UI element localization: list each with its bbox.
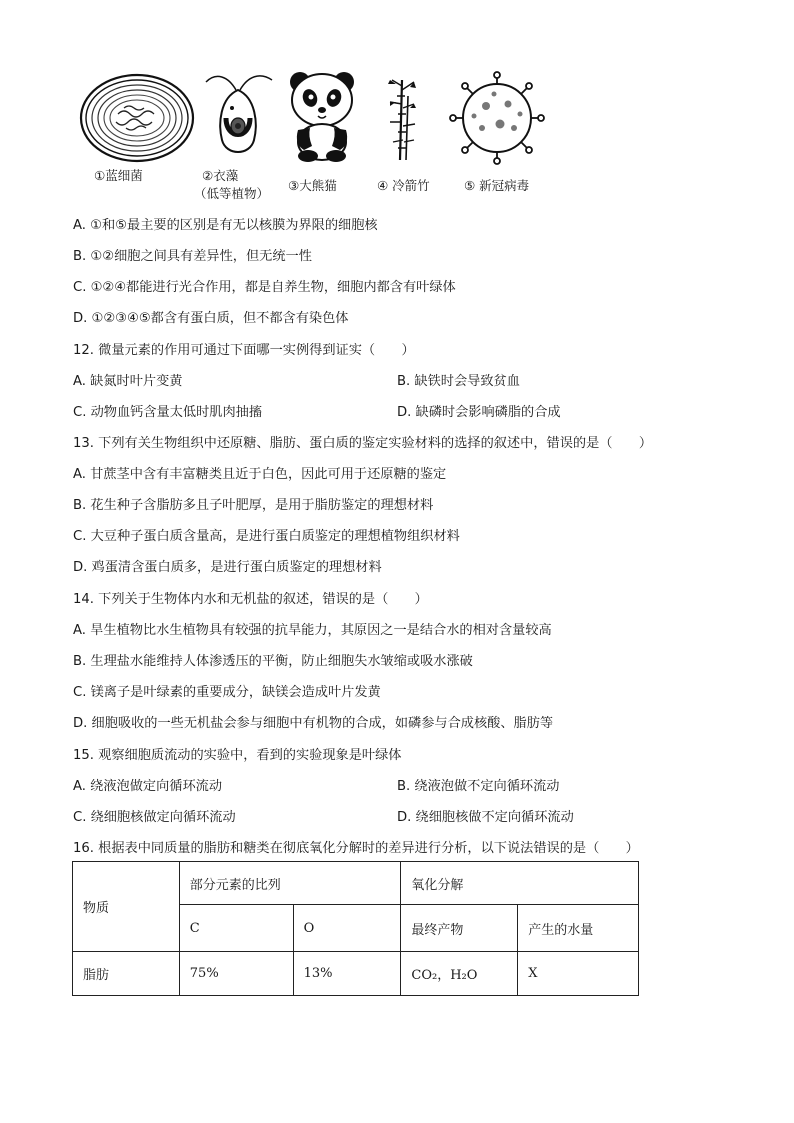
q13-option-d: D. 鸡蛋清含蛋白质多，是进行蛋白质鉴定的理想材料 [73, 560, 382, 575]
cell-fat-product: CO₂，H₂O [401, 952, 518, 996]
q13-stem: 13. 下列有关生物组织中还原糖、脂肪、蛋白质的鉴定实验材料的选择的叙述中，错误的是（ ） [73, 436, 653, 451]
header-element-ratio: 部分元素的比列 [179, 862, 401, 905]
cell-fat-carbon: 75% [179, 952, 293, 996]
q14-option-a: A. 旱生植物比水生植物具有较强的抗旱能力，其原因之一是结合水的相对含量较高 [73, 623, 552, 638]
header-final-product: 最终产物 [401, 905, 518, 952]
q12-option-b: B. 缺铁时会导致贫血 [397, 374, 520, 389]
q14-stem: 14. 下列关于生物体内水和无机盐的叙述，错误的是（ ） [73, 592, 428, 607]
q14-option-c: C. 镁离子是叶绿素的重要成分，缺镁会造成叶片发黄 [73, 685, 381, 700]
header-water-amount: 产生的水量 [518, 905, 639, 952]
q11-option-b: B. ①②细胞之间具有差异性，但无统一性 [73, 249, 312, 264]
coronavirus-illustration [442, 70, 552, 166]
caption-giant-panda: ③大熊猫 [288, 178, 337, 193]
header-carbon: C [179, 905, 293, 952]
q16-stem: 16. 根据表中同质量的脂肪和糖类在彻底氧化分解时的差异进行分析，以下说法错误的是（ ） [73, 841, 639, 856]
q14-option-b: B. 生理盐水能维持人体渗透压的平衡，防止细胞失水皱缩或吸水涨破 [73, 654, 473, 669]
q13-option-a: A. 甘蔗茎中含有丰富糖类且近于白色，因此可用于还原糖的鉴定 [73, 467, 447, 482]
q15-option-a: A. 绕液泡做定向循环流动 [73, 779, 223, 794]
header-oxidation: 氧化分解 [401, 862, 639, 905]
q11-option-c: C. ①②④都能进行光合作用，都是自养生物，细胞内都含有叶绿体 [73, 280, 456, 295]
table-row [73, 952, 639, 996]
cell-fat-oxygen: 13% [293, 952, 401, 996]
fat-sugar-table [72, 861, 639, 996]
bamboo-illustration [384, 76, 420, 162]
cell-fat-name: 脂肪 [73, 952, 180, 996]
q12-option-c: C. 动物血钙含量太低时肌肉抽搐 [73, 405, 263, 420]
header-oxygen: O [293, 905, 401, 952]
q11-option-d: D. ①②③④⑤都含有蛋白质，但不都含有染色体 [73, 311, 349, 326]
q12-option-d: D. 缺磷时会影响磷脂的合成 [397, 405, 561, 420]
cell-fat-water: X [518, 952, 639, 996]
q14-option-d: D. 细胞吸收的一些无机盐会参与细胞中有机物的合成，如磷参与合成核酸、脂肪等 [73, 716, 554, 731]
caption-bamboo: ④ 冷箭竹 [377, 178, 430, 193]
caption-chlamydomonas-note: （低等植物） [194, 186, 270, 201]
q12-option-a: A. 缺氮时叶片变黄 [73, 374, 183, 389]
giant-panda-illustration [288, 70, 356, 162]
q15-option-d: D. 绕细胞核做不定向循环流动 [397, 810, 574, 825]
q13-option-c: C. 大豆种子蛋白质含量高，是进行蛋白质鉴定的理想植物组织材料 [73, 529, 460, 544]
chlamydomonas-illustration [198, 68, 278, 168]
q12-stem: 12. 微量元素的作用可通过下面哪一实例得到证实（ ） [73, 343, 415, 358]
q15-option-c: C. 绕细胞核做定向循环流动 [73, 810, 236, 825]
organism-figure [70, 68, 590, 208]
q11-option-a: A. ①和⑤最主要的区别是有无以核膜为界限的细胞核 [73, 218, 378, 233]
caption-cyanobacteria: ①蓝细菌 [94, 168, 143, 183]
cyanobacteria-illustration [78, 72, 196, 164]
caption-chlamydomonas: ②衣藻 [202, 168, 239, 183]
q13-option-b: B. 花生种子含脂肪多且子叶肥厚，是用于脂肪鉴定的理想材料 [73, 498, 434, 513]
q15-stem: 15. 观察细胞质流动的实验中，看到的实验现象是叶绿体 [73, 748, 402, 763]
caption-coronavirus: ⑤ 新冠病毒 [464, 178, 530, 193]
q15-option-b: B. 绕液泡做不定向循环流动 [397, 779, 560, 794]
header-substance: 物质 [73, 862, 180, 952]
